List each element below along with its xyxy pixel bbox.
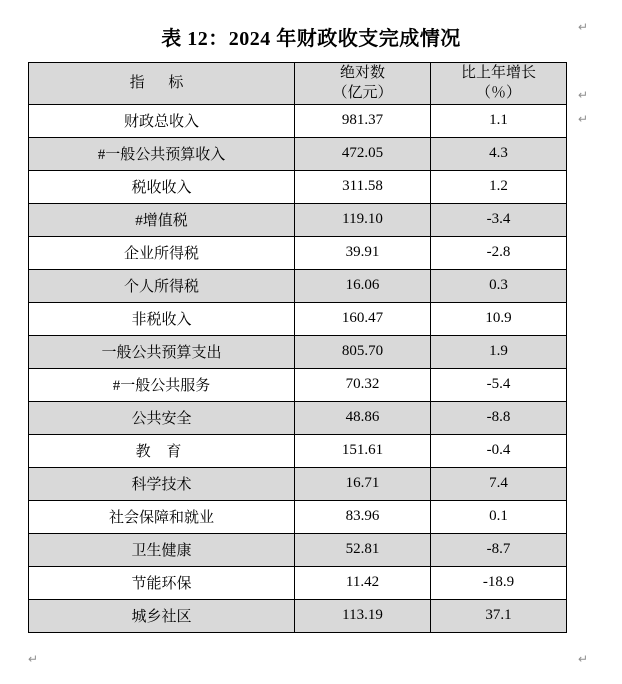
row-growth: 10.9 xyxy=(431,302,567,335)
row-absolute: 70.32 xyxy=(295,368,431,401)
table-row xyxy=(29,467,567,500)
header-indicator: 指 标 xyxy=(29,63,295,105)
finance-table xyxy=(28,62,567,633)
row-absolute: 16.06 xyxy=(295,269,431,302)
row-absolute: 981.37 xyxy=(295,104,431,137)
row-absolute: 11.42 xyxy=(295,566,431,599)
row-growth: -8.8 xyxy=(431,401,567,434)
row-indicator: 个人所得税 xyxy=(29,269,295,302)
row-growth: -2.8 xyxy=(431,236,567,269)
row-absolute: 83.96 xyxy=(295,500,431,533)
table-row xyxy=(29,500,567,533)
row-absolute: 39.91 xyxy=(295,236,431,269)
row-indicator: 非税收入 xyxy=(29,302,295,335)
table-row xyxy=(29,203,567,236)
row-growth: 0.1 xyxy=(431,500,567,533)
row-growth: 4.3 xyxy=(431,137,567,170)
row-growth: -3.4 xyxy=(431,203,567,236)
row-absolute: 52.81 xyxy=(295,533,431,566)
row-indicator: 一般公共预算支出 xyxy=(29,335,295,368)
row-growth: -8.7 xyxy=(431,533,567,566)
table-row xyxy=(29,104,567,137)
header-growth-line1: 比上年增长 xyxy=(460,65,536,81)
header-growth-line2: （％） xyxy=(475,85,521,102)
header-growth xyxy=(431,63,567,105)
pilcrow-mark: ↵ xyxy=(578,112,589,126)
row-absolute: 16.71 xyxy=(295,467,431,500)
row-absolute: 119.10 xyxy=(295,203,431,236)
header-absolute-line2: （亿元） xyxy=(332,85,393,102)
row-absolute: 113.19 xyxy=(295,599,431,632)
row-indicator: 财政总收入 xyxy=(29,104,295,137)
pilcrow-mark: ↵ xyxy=(578,652,589,666)
row-growth: -5.4 xyxy=(431,368,567,401)
row-indicator: 节能环保 xyxy=(29,566,295,599)
table-row xyxy=(29,566,567,599)
row-absolute: 48.86 xyxy=(295,401,431,434)
pilcrow-mark: ↵ xyxy=(578,20,589,34)
row-absolute: 311.58 xyxy=(295,170,431,203)
row-indicator: 企业所得税 xyxy=(29,236,295,269)
table-row xyxy=(29,533,567,566)
row-growth: 1.1 xyxy=(431,104,567,137)
row-indicator: 卫生健康 xyxy=(29,533,295,566)
header-absolute-line1: 绝对数 xyxy=(339,65,385,81)
table-header-row xyxy=(29,63,567,105)
row-absolute: 472.05 xyxy=(295,137,431,170)
table-row xyxy=(29,434,567,467)
row-indicator: #一般公共预算收入 xyxy=(29,137,295,170)
table-row xyxy=(29,137,567,170)
row-indicator: #一般公共服务 xyxy=(29,368,295,401)
row-growth: -18.9 xyxy=(431,566,567,599)
row-indicator: 科学技术 xyxy=(29,467,295,500)
table-row xyxy=(29,269,567,302)
pilcrow-mark: ↵ xyxy=(28,652,39,666)
row-growth: 37.1 xyxy=(431,599,567,632)
table-row xyxy=(29,236,567,269)
pilcrow-mark: ↵ xyxy=(578,88,589,102)
row-growth: 0.3 xyxy=(431,269,567,302)
table-row xyxy=(29,335,567,368)
table-row xyxy=(29,368,567,401)
row-absolute: 160.47 xyxy=(295,302,431,335)
row-growth: 1.9 xyxy=(431,335,567,368)
table-row xyxy=(29,599,567,632)
page-title: 表 12：2024 年财政收支完成情况 xyxy=(161,28,461,50)
table-row xyxy=(29,170,567,203)
row-absolute: 805.70 xyxy=(295,335,431,368)
row-growth: -0.4 xyxy=(431,434,567,467)
row-absolute: 151.61 xyxy=(295,434,431,467)
row-indicator: #增值税 xyxy=(29,203,295,236)
row-indicator: 教 育 xyxy=(29,434,295,467)
row-indicator: 公共安全 xyxy=(29,401,295,434)
table-row xyxy=(29,401,567,434)
row-indicator: 社会保障和就业 xyxy=(29,500,295,533)
header-absolute xyxy=(295,63,431,105)
row-indicator: 税收收入 xyxy=(29,170,295,203)
row-growth: 1.2 xyxy=(431,170,567,203)
row-indicator: 城乡社区 xyxy=(29,599,295,632)
table-row xyxy=(29,302,567,335)
row-growth: 7.4 xyxy=(431,467,567,500)
